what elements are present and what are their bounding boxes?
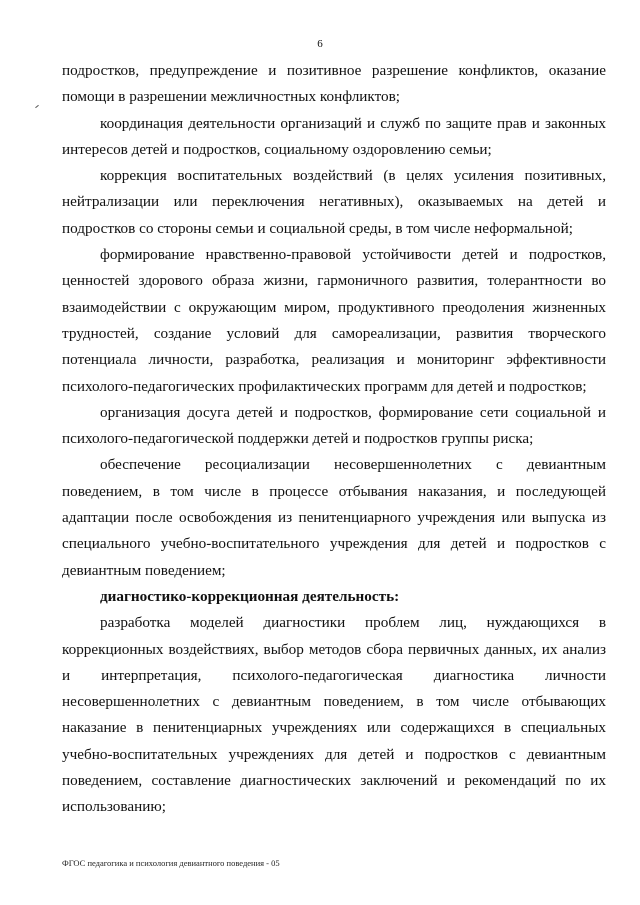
paragraph-continuation: подростков, предупреждение и позитивное разрешение конфликтов, оказание помощи в разрешении межличностных конфликтов; xyxy=(62,62,606,106)
page-footer: ФГОС педагогика и психология девиантного поведения - 05 xyxy=(62,858,280,868)
paragraph-leisure: организация досуга детей и подростков, формирование сети социальной и психолого-педагогической поддержки детей и подростков группы риска; xyxy=(62,403,606,448)
scan-artifact xyxy=(35,105,39,108)
paragraph-formation: формирование нравственно-правовой устойчивости детей и подростков, ценностей здорового образа жизни, гармоничного развития, толерантности во взаимодействии с окружающим миром, продуктивного преодоления жизненных трудностей, создание условий для самореализации, развития творческого потенциала личности, разработка, реализация и мониторинг эффективности психолого-педагогических профилактических программ для детей и подростков; xyxy=(62,246,606,395)
paragraph-resocialization: обеспечение ресоциализации несовершеннолетних с девиантным поведением, в том числе в процессе отбывания наказания, и последующей адаптации после освобождения из пенитенциарного учреждения или выпуска из специального учебно-воспитательного учреждения для детей и подростков с девиантным поведением; xyxy=(62,456,606,579)
page-number: 6 xyxy=(317,38,323,50)
document-body xyxy=(62,58,606,821)
paragraph-diagnostics: разработка моделей диагностики проблем лиц, нуждающихся в коррекционных воздействиях, выбор методов сбора первичных данных, их анализ и интерпретация, психолого-педагогическая диагностика личности несовершеннолетних с девиантным поведением, в том числе отбывающих наказание в пенитенциарных учреждениях или содержащихся в специальных учебно-воспитательных учреждениях для детей и подростков с девиантным поведением, составление диагностических заключений и рекомендаций по их использованию; xyxy=(62,614,606,816)
section-heading: диагностико-коррекционная деятельность: xyxy=(100,587,400,605)
paragraph-correction: коррекция воспитательных воздействий (в целях усиления позитивных, нейтрализации или переключения негативных), оказываемых на детей и подростков со стороны семьи и социальной среды, в том числе неформальной; xyxy=(62,167,606,237)
paragraph-coordination: координация деятельности организаций и служб по защите прав и законных интересов детей и подростков, социальному оздоровлению семьи; xyxy=(62,114,606,158)
